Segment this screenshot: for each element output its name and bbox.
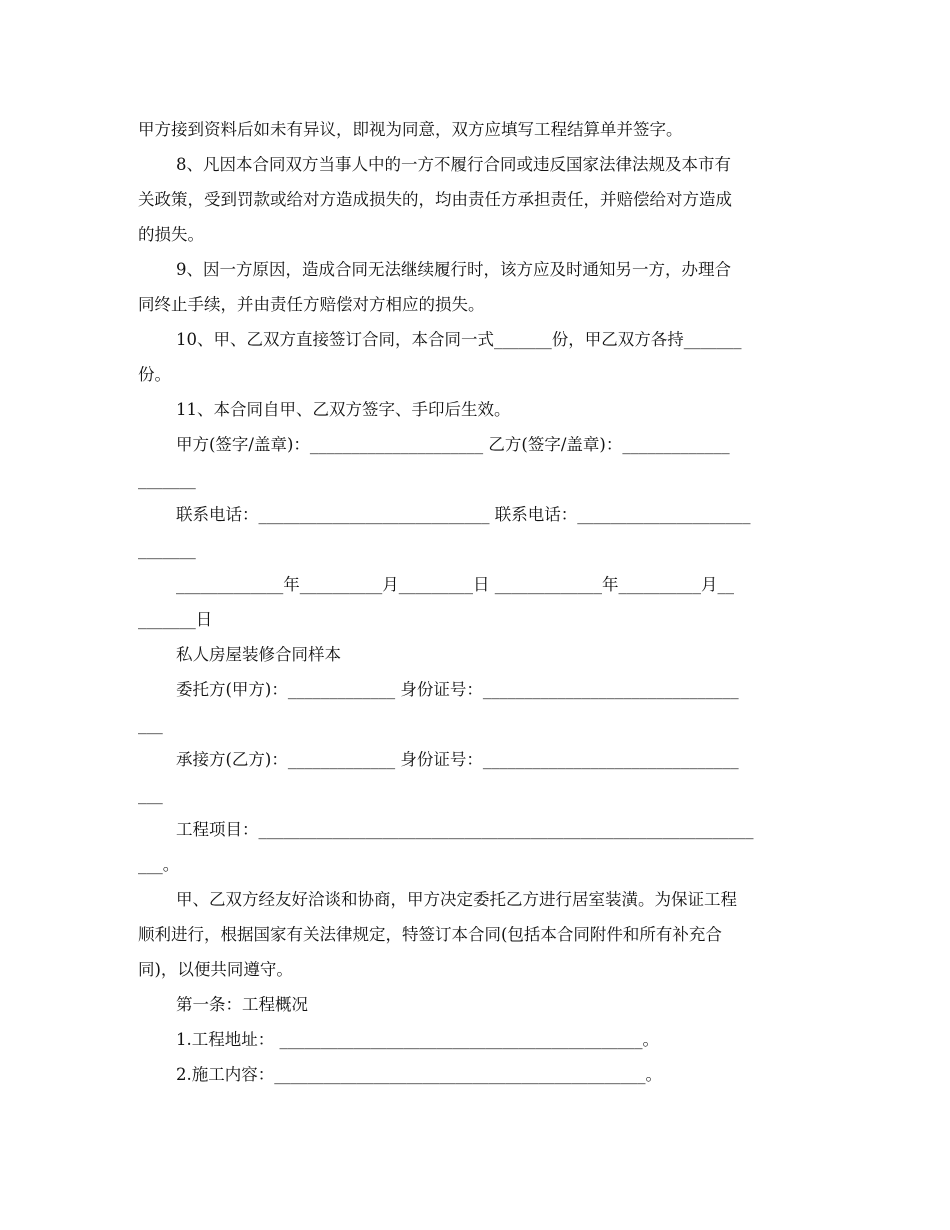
signature-continuation-line: _______ xyxy=(138,470,196,489)
client-line: 委托方(甲方)：_____________ 身份证号：_______________________________ xyxy=(176,680,739,699)
client-continuation-line: ___ xyxy=(138,715,163,734)
text-line-2: 8、凡因本合同双方当事人中的一方不履行合同或违反国家法律法规及本市有 xyxy=(176,155,731,174)
contractor-continuation-line: ___ xyxy=(138,785,163,804)
contractor-line: 承接方(乙方)：_____________ 身份证号：_______________________________ xyxy=(176,750,739,769)
text-line-7: 10、甲、乙双方直接签订合同，本合同一式_______份，甲乙双方各持_______ xyxy=(176,330,742,349)
construction-content-line: 2.施工内容：_____________________________________________。 xyxy=(176,1065,662,1084)
party-a-signature-line: 甲方(签字/盖章)：_____________________ 乙方(签字/盖章)：_____________ xyxy=(176,435,730,454)
date-continuation-line: _______日 xyxy=(138,610,213,629)
text-line-8: 份。 xyxy=(138,365,171,384)
text-line-24: 顺利进行，根据国家有关法律规定，特签订本合同(包括本合同附件和所有补充合 xyxy=(138,925,722,944)
contact-phone-line: 联系电话：____________________________ 联系电话：_____________________ xyxy=(176,505,751,524)
contract-title: 私人房屋装修合同样本 xyxy=(176,645,341,664)
project-continuation-line: ___。 xyxy=(138,855,180,874)
text-line-6: 同终止手续，并由责任方赔偿对方相应的损失。 xyxy=(138,295,485,314)
date-line: _____________年__________月_________日 _____________年__________月__ xyxy=(176,575,734,594)
text-line-1: 甲方接到资料后如未有异议，即视为同意，双方应填写工程结算单并签字。 xyxy=(138,120,683,139)
contact-continuation-line: _______ xyxy=(138,540,196,559)
article-one-heading: 第一条：工程概况 xyxy=(176,995,308,1014)
text-line-25: 同)，以便共同遵守。 xyxy=(138,960,293,979)
project-line: 工程项目：____________________________________________________________ xyxy=(176,820,754,839)
project-address-line: 1.工程地址： ____________________________________________。 xyxy=(176,1030,659,1049)
text-line-5: 9、因一方原因，造成合同无法继续履行时，该方应及时通知另一方，办理合 xyxy=(176,260,731,279)
text-line-9: 11、本合同自甲、乙双方签字、手印后生效。 xyxy=(176,400,511,419)
text-line-4: 的损失。 xyxy=(138,225,204,244)
text-line-23: 甲、乙双方经友好洽谈和协商，甲方决定委托乙方进行居室装潢。为保证工程 xyxy=(176,890,737,909)
text-line-3: 关政策，受到罚款或给对方造成损失的，均由责任方承担责任，并赔偿给对方造成 xyxy=(138,190,732,209)
